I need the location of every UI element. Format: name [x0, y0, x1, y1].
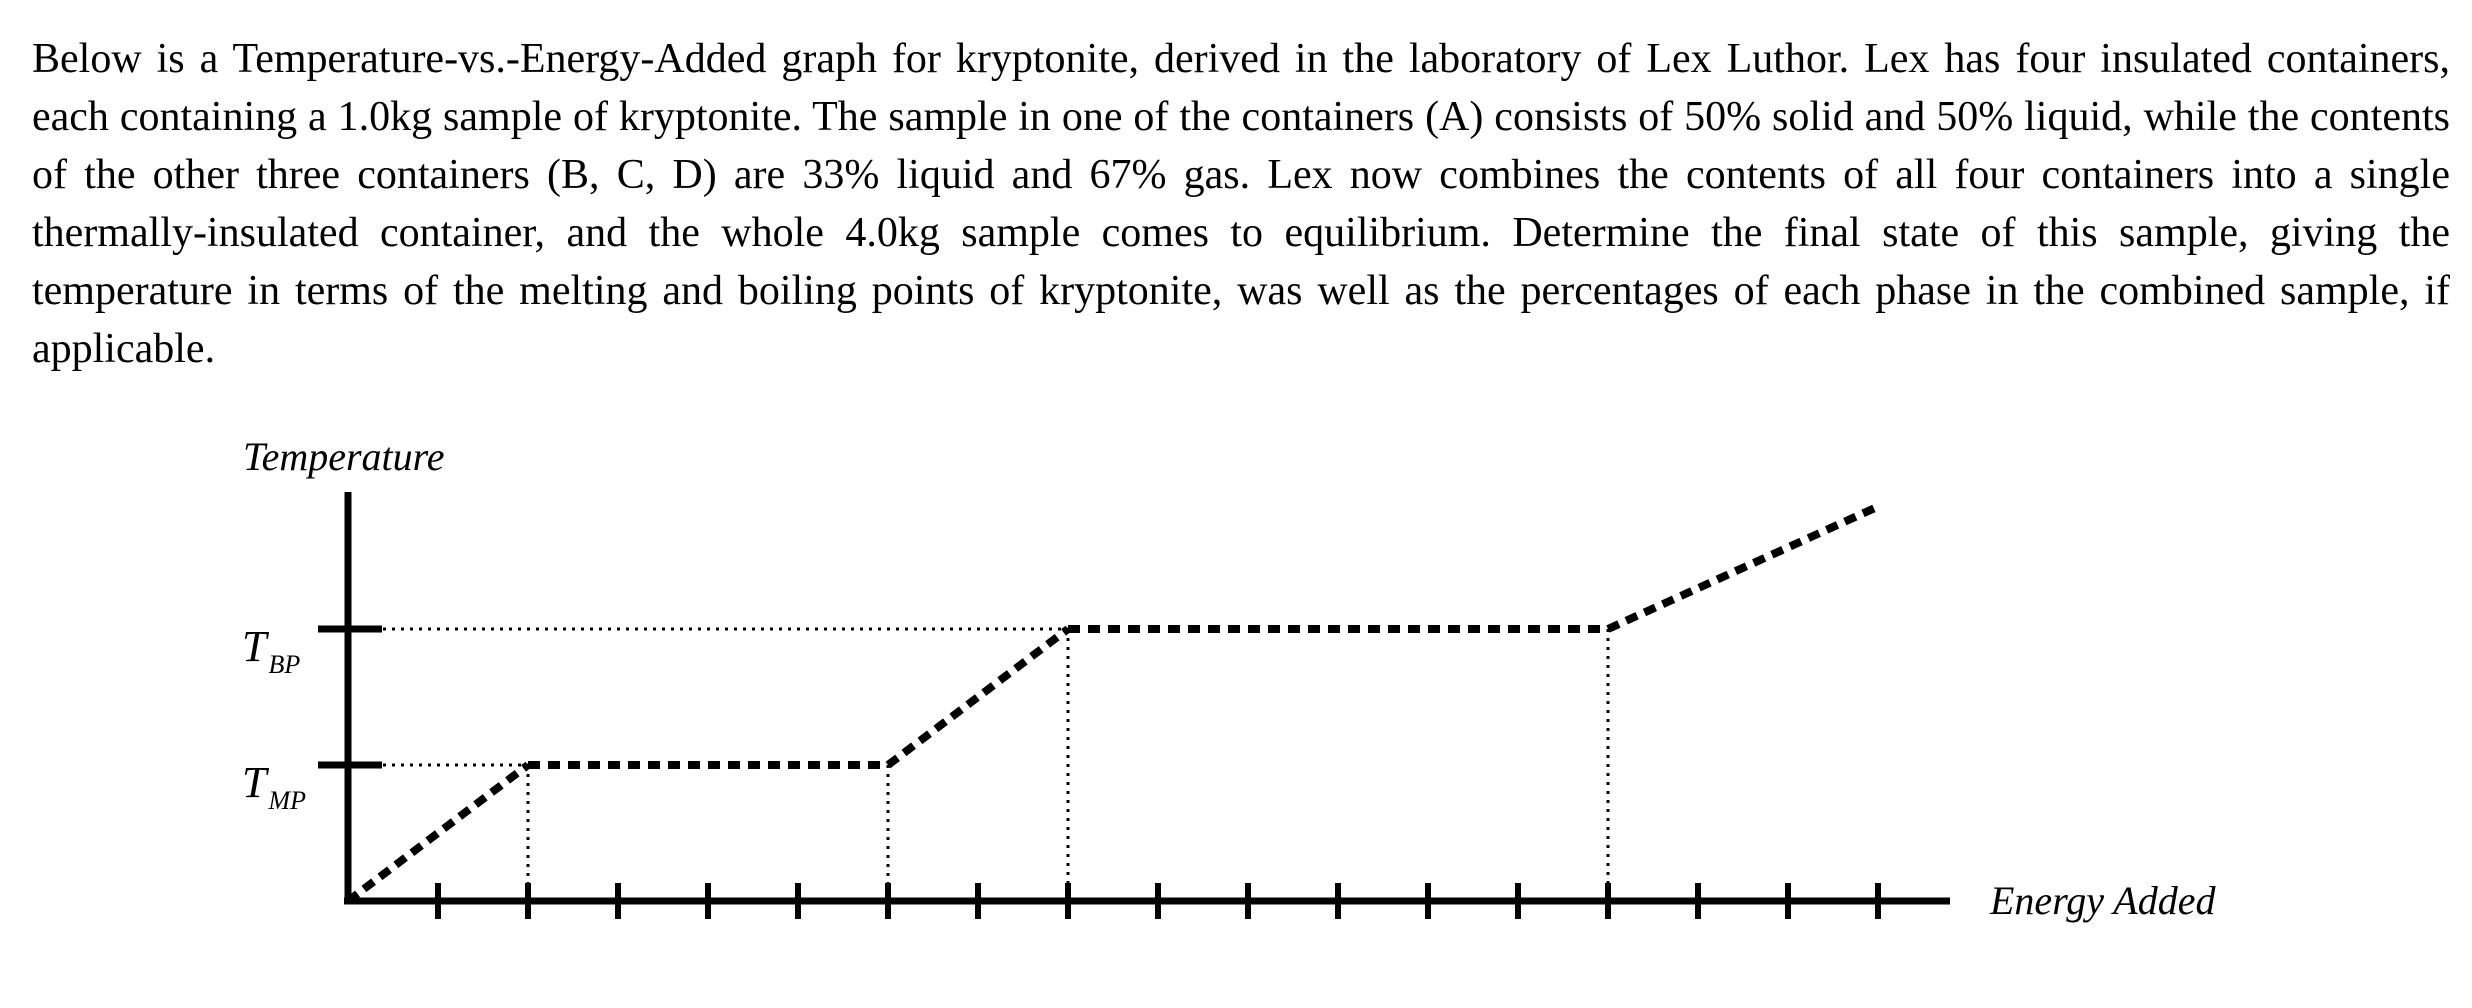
problem-text: Below is a Temperature-vs.-Energy-Added graph for kryptonite, derived in the laboratory of Lex Luthor. Lex has four insulated containers, each containing a 1.0kg sample of kryptonite. The sample in one of the containers (A) consists of 50% solid and 50% liquid, while the contents of the other three containers (B, C, D) are 33% liquid and 67% gas. Lex now combines the contents of all four containers into a single thermally-insulated container, and the whole 4.0kg sample comes to equilibrium. Determine the final state of this sample, giving the temperature in terms of the melting and boiling points of kryptonite, was well as the percentages of each phase in the combined sample, if applicable.: [32, 36, 2450, 372]
x-axis-title: Energy Added: [1990, 878, 2216, 923]
t-mp-label: [242, 758, 306, 815]
y-axis-title: Temperature: [243, 434, 445, 479]
tick-label-main: T: [242, 622, 267, 671]
curve-segment: [348, 765, 528, 901]
tick-label-subscript: MP: [268, 786, 307, 815]
curve-segment: [1608, 507, 1878, 629]
guide-lines: [356, 629, 1608, 897]
tick-label-subscript: BP: [268, 650, 301, 679]
curve-segment: [888, 629, 1068, 765]
heating-curve: [348, 507, 1878, 901]
axis-labels: [242, 434, 2216, 923]
t-bp-label: [242, 622, 300, 679]
ticks: [318, 629, 1878, 919]
axes: [344, 492, 1950, 904]
tick-label-main: T: [242, 758, 267, 807]
